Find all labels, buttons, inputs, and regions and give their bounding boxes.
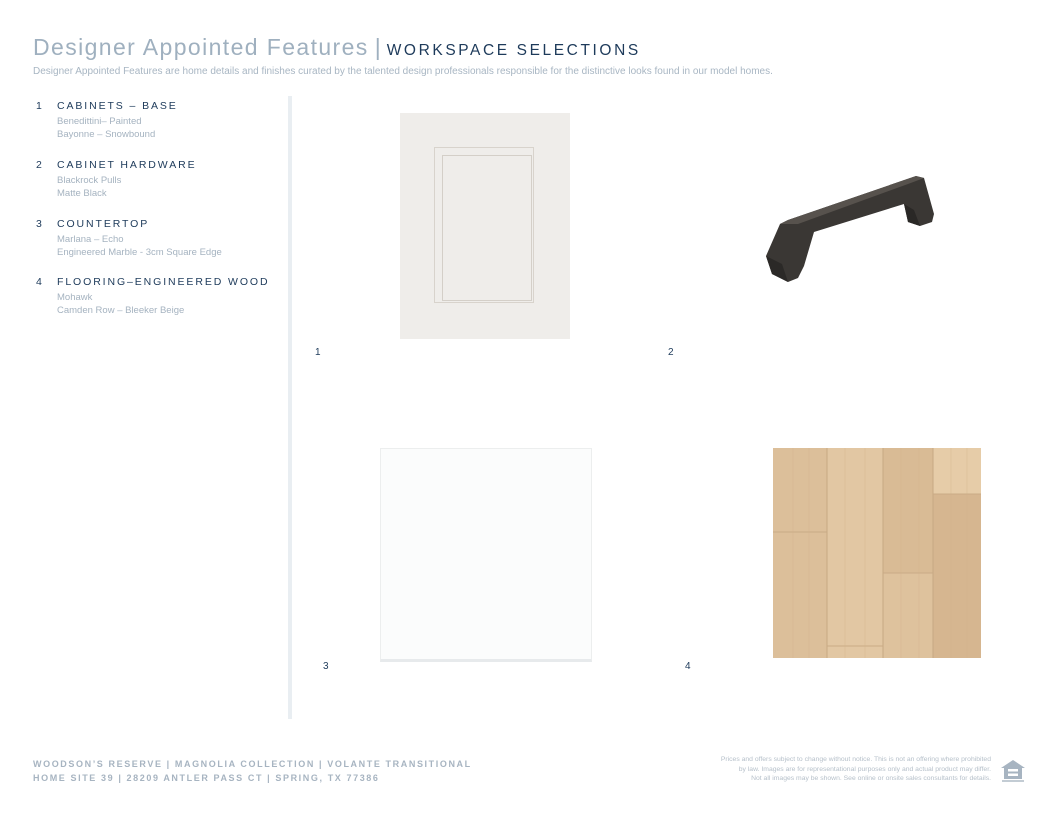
footer-disclaimer xyxy=(651,755,991,784)
countertop-swatch-image xyxy=(380,448,592,662)
selection-detail-1: Mohawk xyxy=(57,292,93,303)
selection-name: CABINET HARDWARE xyxy=(57,159,197,171)
image-caption-1: 1 xyxy=(315,347,321,358)
door-panel-inner xyxy=(442,155,532,301)
wood-flooring-swatch-image xyxy=(773,448,981,658)
image-caption-3: 3 xyxy=(323,661,329,672)
image-caption-4: 4 xyxy=(685,661,691,672)
title-main: Designer Appointed Features xyxy=(33,34,369,60)
selection-detail-2: Camden Row – Bleeker Beige xyxy=(57,305,185,316)
disclaimer-line-1: Prices and offers subject to change without notice. This is not an offering where prohibited xyxy=(720,756,991,763)
page-description: Designer Appointed Features are home details and finishes curated by the talented design professionals responsible for the distinctive looks found in our model homes. xyxy=(33,66,773,77)
page-title xyxy=(33,34,641,61)
vertical-divider xyxy=(288,96,292,719)
selection-number: 2 xyxy=(36,159,43,171)
selection-name: CABINETS – BASE xyxy=(57,100,178,112)
selection-detail-1: Marlana – Echo xyxy=(57,234,124,245)
title-separator: | xyxy=(374,34,381,60)
disclaimer-line-2: by law. Images are for representational purposes only and actual product may differ. xyxy=(738,765,991,773)
cabinet-door-image xyxy=(400,113,570,339)
selection-number: 1 xyxy=(36,100,43,112)
selection-detail-1: Blackrock Pulls xyxy=(57,175,122,186)
selection-number: 3 xyxy=(36,218,43,230)
equal-housing-opportunity-icon xyxy=(1000,759,1026,783)
footer-community: WOODSON’S RESERVE | MAGNOLIA COLLECTION | VOLANTE TRANSITIONAL xyxy=(33,759,472,769)
selection-detail-2: Matte Black xyxy=(57,188,107,199)
title-subtitle: WORKSPACE SELECTIONS xyxy=(386,42,641,59)
cabinet-pull-image xyxy=(758,170,940,286)
selection-detail-1: Benedittini– Painted xyxy=(57,116,142,127)
footer-address: HOME SITE 39 | 28209 ANTLER PASS CT | SPRING, TX 77386 xyxy=(33,773,380,783)
selection-detail-2: Bayonne – Snowbound xyxy=(57,129,156,140)
disclaimer-line-3: Not all images may be shown. See online or onsite sales consultants for details. xyxy=(751,775,991,782)
image-caption-2: 2 xyxy=(668,347,674,358)
selection-name: FLOORING–ENGINEERED WOOD xyxy=(57,276,270,288)
selection-detail-2: Engineered Marble - 3cm Square Edge xyxy=(57,247,222,258)
selection-name: COUNTERTOP xyxy=(57,218,150,230)
selection-number: 4 xyxy=(36,276,43,288)
